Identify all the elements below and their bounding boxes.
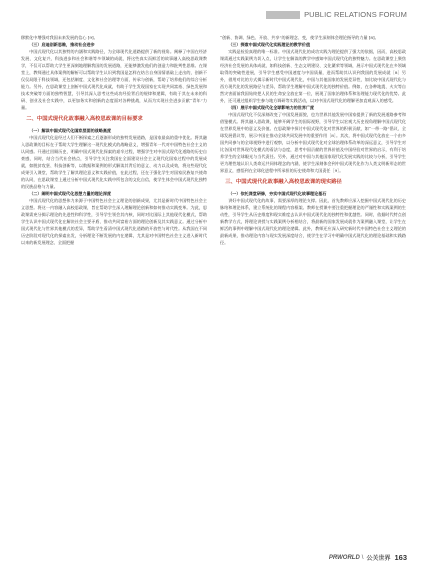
- left-column: [21, 34, 207, 246]
- paragraph: 讲好中国式现代化的故事，需要深厚的理论支撑。因此，首先教师应深入挖掘中国式现代化的历史脉络和理论体系，建立系统化的课程内容框架。教师在授课中要注重把握理论的严谨性和实践案例的生动性，引导学生从历史维度和现实维度去认识中国式现代化的独特性和优越性。同时，依据时代特点创新教学方式，将理论讲授与实践案例分析相结合，将最新的国家发展成就作为案例融入课堂，让学生在鲜活的事例中理解中国式现代化的理论逻辑。此外，教师还应深入研究新时代中国特色社会主义理论的最新成果，推动理论内容与现实发展深度结合，使学生在学习中明确中国式现代化的理论基础和实践路径。: [220, 197, 406, 245]
- header-bar-decoration: [266, 11, 300, 19]
- subsection-heading: （二）阐明中国式现代化思想力量的理论深度: [29, 190, 112, 196]
- paragraph: 中国式现代化以其独特的内涵和实践路径，为全球现代化道路提供了新的视角。阐释了中国在经济发展、文化复兴、科技进步和社会和谐等多领域的成就，将这些真实而鲜活的故事融入高校思政课教学，不仅可以帮助大学生更深刻地理解我国的发展道路，还能够激发他们的创造力和批判性思维。在课堂上，教师通过具体案例的解析可以帮助学生认识到我国是怎样在结合自身国情基础上走出的，创新不仅仅局限于科技领域，还包括制度、文化和社会治理等方面，传承与创新，帮助了培养他们的综合分析能力。另外，在思政课堂上剖析中国式现代化成就，有助于学生发现国家在实现共同富裕、绿色发展和技术突破等方面的独特智慧，引导其深入思考这些成功经验背后的规律和逻辑，有助于其在未来的科研、创业及社会实践中，以更加务实和创新的态度面对各种挑战，从而为实现社会进步贡献“青年”力量。: [21, 49, 207, 110]
- page-footer: [329, 553, 407, 562]
- paragraph: 移默化中增强对我国未来发展的信心 [9]。: [21, 35, 98, 40]
- subsection-heading: （四）展示中国式现代化全球影响力的世界广度: [228, 105, 315, 110]
- subsection-heading: （一）解读中国式现代化国家层面的战略高度: [29, 127, 112, 133]
- paragraph: 中国式现代化的思想伟力来源于中国特色社会主义理论的创新成果，尤其是新时代中国特色社会主义思想。将这一内容融入高校思政课，旨在帮助学生深入理解理论创新和如何推动实践变革。为此，思政课需充分揭示理论的先进性和科学性，引导学生领会其内核，同时对比国际上其他现代化模式，帮助学生认识中国式现代化在解决社会主要矛盾、推动共同富裕方面的理论创新及其实践意义。通过分析中国式现代化与世界其他模式的差异，帮助学生看清中国式现代化道路的开放性与时代性。从我国在不同历史阶段对现代化的探索出发，分析理论不断发展的内在逻辑，尤其是对中国特色社会主义进入新时代以来的新发展理念、全面把握: [21, 197, 207, 245]
- right-column: [220, 34, 406, 246]
- paragraph: “创新、协调、绿色、开放、共享”的新理念、变，使学生深刻体会理论指导的力量 [8]。: [220, 35, 379, 40]
- page-number: 163: [394, 553, 407, 562]
- header-title: PUBLIC RELATIONS FORUM: [304, 10, 407, 19]
- section-heading: 二、中国式现代化故事融入高校思政课的目标要求: [26, 116, 143, 122]
- subsection-heading: （一）依托课堂研修，夯实中国式现代化故事理论基石: [228, 190, 327, 196]
- running-header: [266, 10, 407, 19]
- subsection-heading: （三）启迪创新思维，推动社会进步: [29, 42, 95, 47]
- paragraph: 中国式现代化不仅深刻改变了中国发展面貌，也为世界其他发展中国家提供了新的发展道路参考和借鉴模式。将其融入思政课，能够开阔学生的国际视野，引导学生以宏观大历史视角理解中国式现代化在世界发展中的意义及价值。在思政课中探讨中国式现代化对世界的积极贡献，如“一带一路”倡议、全球发展倡议等，展示中国在推动全球共同发展中的重要作用［8］。其次，将中国式现代化放在一个由多国共同参与的全球视野中进行观察，以分析中国式现代化对全球治理体系改革的深远意义，引导学生对比各国对世界现代化模式的看法与态度，思考中国贡献的世界价值及中国经验对世界的启示，有利于培养学生的全球眼光与当代责任。另外，通过对中国与其他国家现代化发展实践的比较与分析，引导学生更为理性地认识人类命运共同体理念的内涵，使学生深刻体会到中国式现代化作为人类文明新形态的世界意义，感悟到在全球化进程中所承担的历史使命和大国责任［9］。: [220, 112, 406, 173]
- footer-journal-name: 公关世界: [366, 556, 391, 562]
- paragraph: 实践是检验真理的唯一标准。中国式现代化的成功实践为理论提供了强大的依据，因而，高校思政课需通过实践案例为切入点，让学生在解读的教学中感知中国式现代化的独特魅力。在思政课堂上聚焦经济社会发展的具体成就，如科技创新、生态文明建设、文化繁荣等领域，展示中国式现代化在多领域取得的突破性进展，引导学生感受中国速度与中国质量，进而帮助其认识到我国的发展成就［8］另外，借用对比的方式揭示新时代中国式现代化，中国与其他国家的发展差异性，如比较中国式现代化与西方现代化的发展路径与差异，帮助学生理解中国式现代化的独特价值。例如，在各种地震、火灾等自然灾害面前我国始终把人民的生命安全放在第一位，展现了国家治理体系和治理能力现代化的优势。此外，还可通过组织学生参与地方调研等实践活动，以对中国式现代化的理解更加直观深入的感受。: [220, 49, 406, 103]
- footer-brand: PRWORLD: [328, 554, 360, 561]
- paragraph: 中国式现代化是经过人们不断探索之后逐渐形成的独特发展道路，是国家最高的重中优化。将其融入思政课的目标在于帮助大学生理解这一现代化模式的战略意义，增强青年一代对中国特色社会主义的认同感。开通过回顾历史，明确中国式现代化探索的艰辛过程，增强学生对中国式现代化道路的历史自豪感，同时，结合当代社会热点，引导学生关注我国在全面建设社会主义现代化国家过程中的发展成就，如脱贫攻坚、科技创新等，以数据和案例的形式解读其背后的意义、动力以及成效，将这些现代化成果引入课堂，帮助学生了解其理论意义和实践价值，在此过程，还在于强化学生对国家民族复兴使命的认同，在思政课堂上通过分析中国式现代化实践中所包含的文化自信，使学生体会中国式现代化独特的民族品格与力量。: [21, 134, 207, 189]
- footer-separator: \: [361, 554, 364, 561]
- subsection-heading: （三）探索中国式现代化实践理论的教学价值: [228, 42, 311, 47]
- section-heading: 三、中国式现代化故事融入高校思政课的现实路径: [225, 179, 342, 185]
